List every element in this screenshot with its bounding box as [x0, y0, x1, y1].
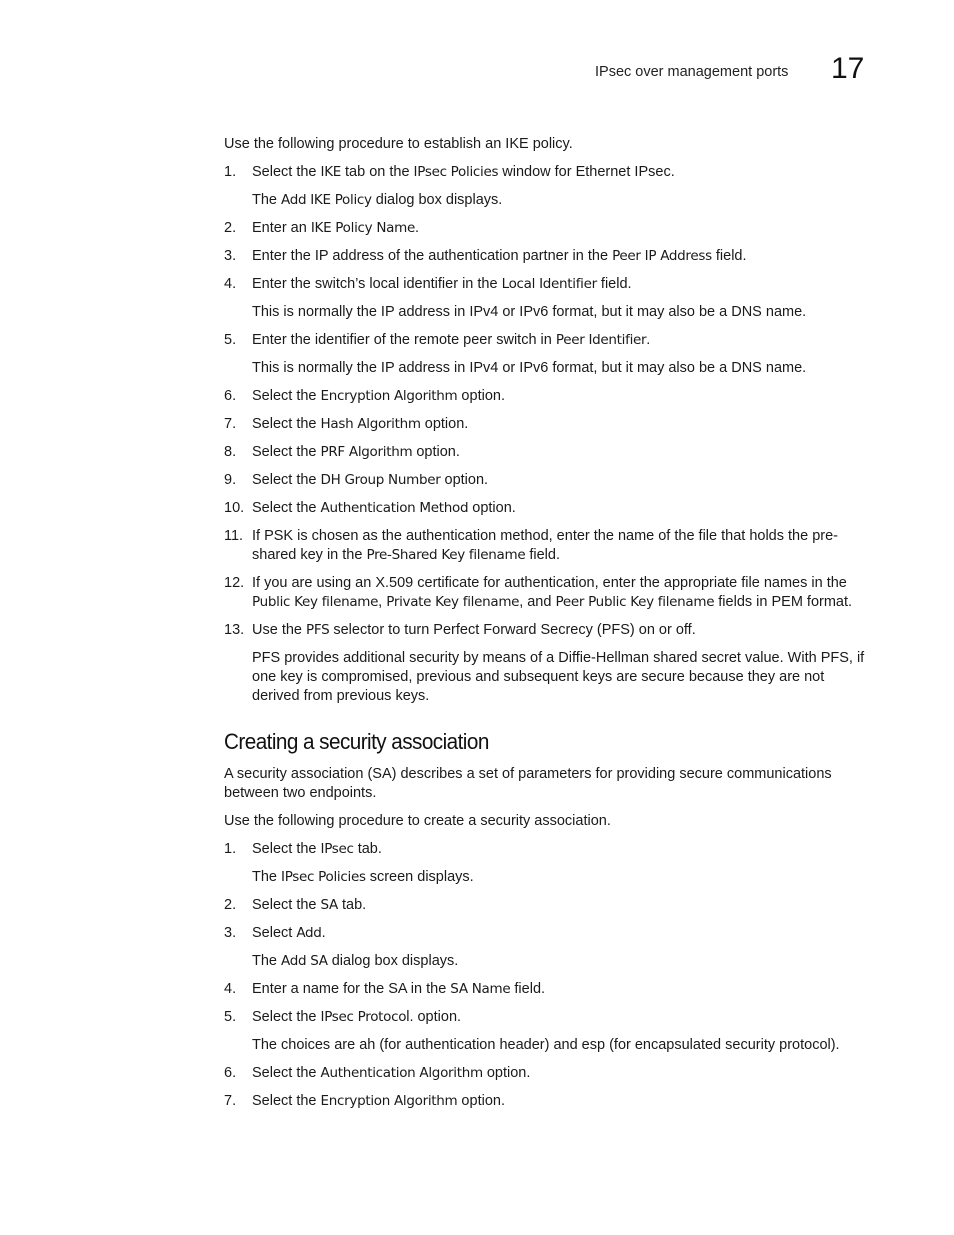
step-text: If PSK is chosen as the authentication method, enter the name of the file that holds the pre-shared key in the Pre-Shared Key filename field. [252, 528, 838, 563]
step-text: Enter the identifier of the remote peer switch in Peer Identifier. [252, 332, 651, 348]
page-body [224, 135, 870, 1120]
step-note: PFS provides additional security by means of a Diffie-Hellman shared secret value. With PFS, if one key is compromised, previous and subsequent keys are secure because they are not derived from previous keys. [252, 650, 865, 704]
step-text: Select the SA tab. [252, 897, 367, 913]
step-number: 10. [224, 500, 245, 516]
step-number: 2. [224, 897, 237, 913]
ike-step [224, 387, 870, 406]
sa-step [224, 840, 870, 887]
step-note: The Add IKE Policy dialog box displays. [252, 192, 503, 208]
ike-step [224, 415, 870, 434]
section-heading: Creating a security association [224, 729, 489, 754]
chapter-number: 17 [831, 52, 865, 85]
ike-step [224, 443, 870, 462]
step-number: 6. [224, 388, 237, 404]
step-text: Select the IPsec tab. [252, 841, 382, 857]
step-note: This is normally the IP address in IPv4 or IPv6 format, but it may also be a DNS name. [252, 360, 807, 376]
step-text: Enter an IKE Policy Name. [252, 220, 419, 236]
ike-step [224, 499, 870, 518]
step-number: 8. [224, 444, 237, 460]
step-number: 6. [224, 1065, 237, 1081]
step-number: 12. [224, 575, 245, 591]
sa-step [224, 1008, 870, 1055]
sa-step [224, 1064, 870, 1083]
step-number: 7. [224, 416, 237, 432]
step-number: 5. [224, 1009, 237, 1025]
step-number: 4. [224, 276, 237, 292]
step-number: 11. [224, 528, 244, 544]
step-text: Select the Authentication Method option. [252, 500, 516, 516]
step-number: 2. [224, 220, 237, 236]
ike-procedure-list [224, 163, 870, 706]
header-section-title: IPsec over management ports [595, 64, 789, 80]
step-number: 9. [224, 472, 237, 488]
sa-step [224, 924, 870, 971]
sa-step [224, 1092, 870, 1111]
step-note: This is normally the IP address in IPv4 or IPv6 format, but it may also be a DNS name. [252, 304, 807, 320]
step-number: 13. [224, 622, 245, 638]
step-text: Select the DH Group Number option. [252, 472, 489, 488]
step-text: Enter a name for the SA in the SA Name field. [252, 981, 546, 997]
ike-step [224, 163, 870, 210]
ike-step [224, 275, 870, 322]
step-note: The IPsec Policies screen displays. [252, 869, 474, 885]
ike-step [224, 331, 870, 378]
step-number: 4. [224, 981, 237, 997]
ike-step [224, 247, 870, 266]
step-text: If you are using an X.509 certificate for authentication, enter the appropriate file names in the Public Key filename, Private Key filename, and Peer Public Key filename fields in PEM format. [252, 575, 853, 610]
step-text: Select the IPsec Protocol. option. [252, 1009, 462, 1025]
step-text: Enter the switch’s local identifier in the Local Identifier field. [252, 276, 632, 292]
ike-step [224, 621, 870, 706]
step-text: Select the Encryption Algorithm option. [252, 388, 505, 404]
step-number: 1. [224, 164, 237, 180]
sa-description: A security association (SA) describes a set of parameters for providing secure communications between two endpoints. [224, 766, 832, 801]
sa-step [224, 980, 870, 999]
ike-step [224, 574, 870, 612]
step-text: Enter the IP address of the authentication partner in the Peer IP Address field. [252, 248, 747, 264]
step-text: Select the Hash Algorithm option. [252, 416, 469, 432]
step-number: 3. [224, 248, 237, 264]
step-note: The Add SA dialog box displays. [252, 953, 459, 969]
step-text: Select the IKE tab on the IPsec Policies window for Ethernet IPsec. [252, 164, 675, 180]
step-number: 5. [224, 332, 237, 348]
sa-procedure-list [224, 840, 870, 1111]
sa-section [224, 729, 870, 1111]
step-text: Select the Encryption Algorithm option. [252, 1093, 505, 1109]
step-number: 3. [224, 925, 237, 941]
ike-step [224, 219, 870, 238]
ike-step [224, 527, 870, 565]
sa-intro: Use the following procedure to create a security association. [224, 813, 611, 829]
step-note: The choices are ah (for authentication header) and esp (for encapsulated security protocol). [252, 1037, 840, 1053]
step-text: Select the PRF Algorithm option. [252, 444, 460, 460]
step-text: Use the PFS selector to turn Perfect Forward Secrecy (PFS) on or off. [252, 622, 696, 638]
step-text: Select the Authentication Algorithm option. [252, 1065, 531, 1081]
step-text: Select Add. [252, 925, 326, 941]
step-number: 7. [224, 1093, 237, 1109]
sa-step [224, 896, 870, 915]
step-number: 1. [224, 841, 237, 857]
ike-intro: Use the following procedure to establish an IKE policy. [224, 136, 573, 152]
ike-step [224, 471, 870, 490]
